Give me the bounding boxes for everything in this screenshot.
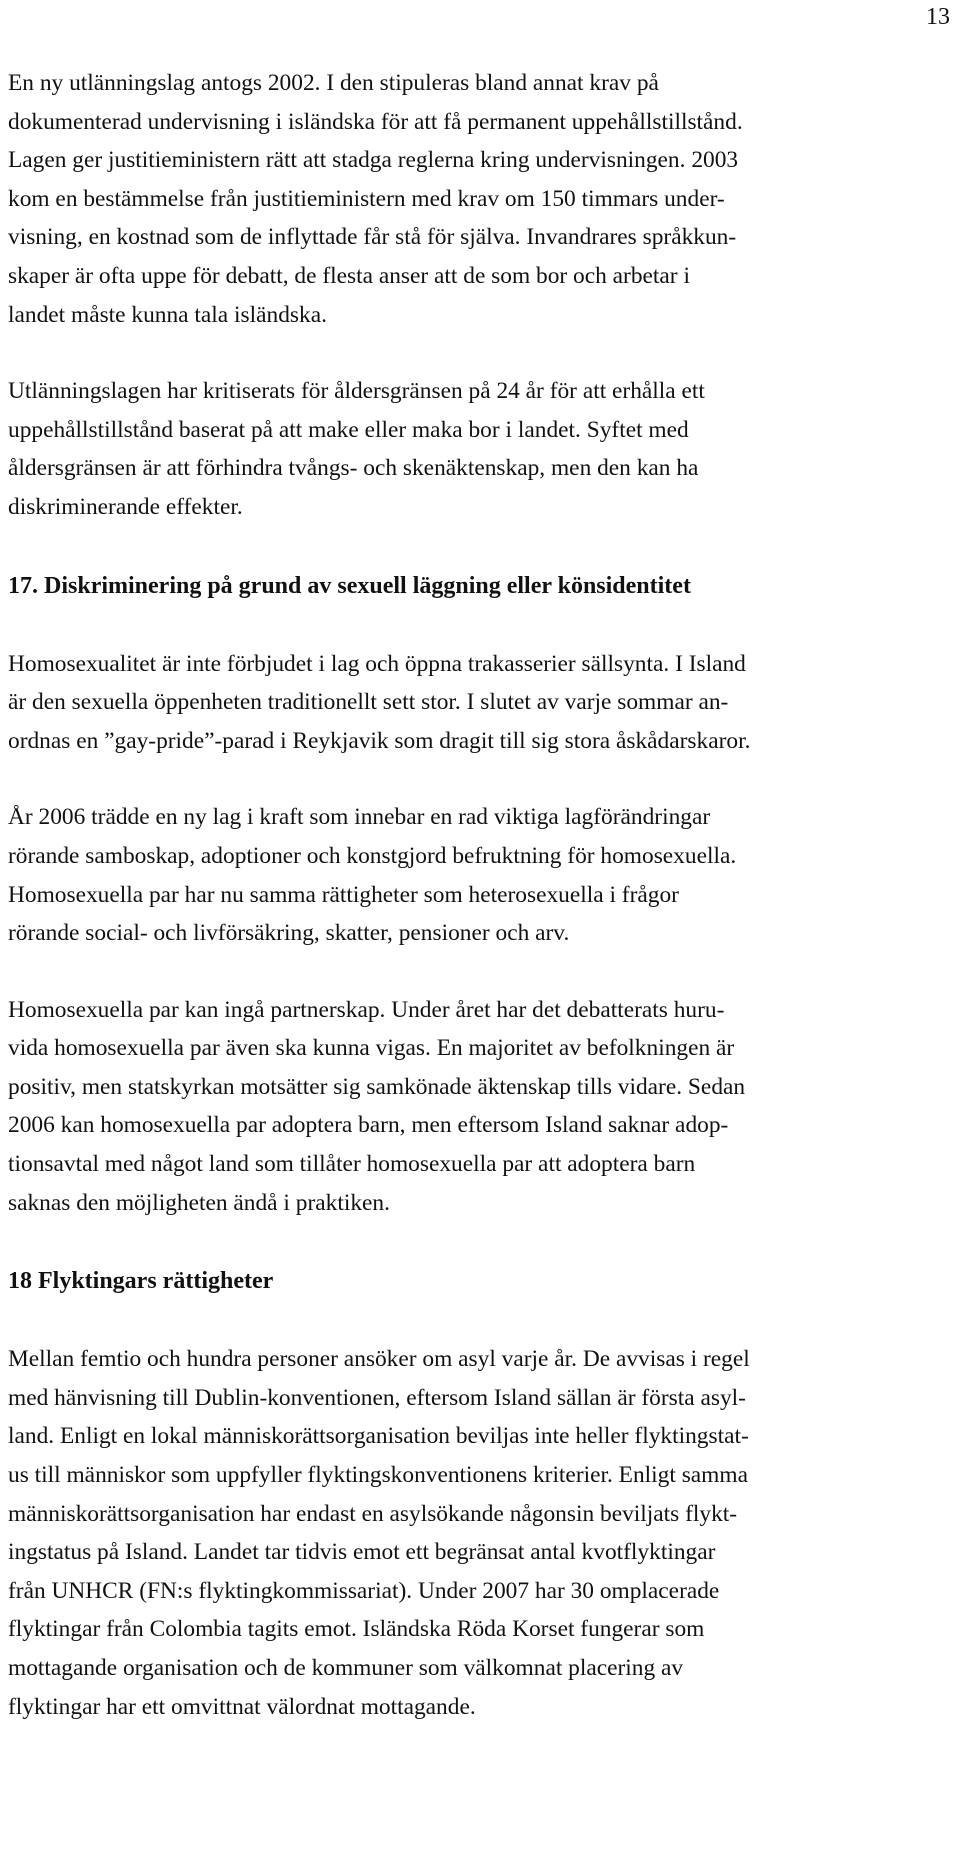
paragraph-2006-law [8,798,922,952]
text-line: saknas den möjligheten ändå i praktiken. [8,1189,390,1216]
text-line: Mellan femtio och hundra personer ansöker om asyl varje år. De avvisas i regel [8,1346,750,1373]
text-line: åldersgränsen är att förhindra tvångs- och skenäktenskap, men den kan ha [8,455,699,482]
document-body [8,64,922,1726]
text-line: Lagen ger justitieministern rätt att stadga reglerna kring undervisningen. 2003 [8,147,739,174]
text-line: rörande samboskap, adoptioner och konstgjord befruktning för homosexuella. [8,842,737,869]
text-line: skaper är ofta uppe för debatt, de flesta anser att de som bor och arbetar i [8,262,690,289]
text-line: flyktingar har ett omvittnat välordnat mottagande. [8,1693,476,1720]
text-line: uppehållstillstånd baserat på att make eller maka bor i landet. Syftet med [8,416,689,443]
text-line: landet måste kunna tala isländska. [8,301,327,328]
text-line: 2006 kan homosexuella par adoptera barn, men eftersom Island saknar adop- [8,1112,729,1139]
paragraph-partnership [8,991,922,1223]
text-line: Homosexuella par kan ingå partnerskap. Under året har det debatterats huru- [8,996,725,1023]
heading-section-18: 18 Flyktingars rättigheter [8,1268,274,1295]
text-line: us till människor som uppfyller flyktingskonventionens kriterier. Enligt samma [8,1462,748,1489]
paragraph-language-law [8,64,922,334]
text-line: flyktingar från Colombia tagits emot. Isländska Röda Korset fungerar som [8,1616,705,1643]
heading-section-17: 17. Diskriminering på grund av sexuell läggning eller könsidentitet [8,572,691,599]
text-line: Utlänningslagen har kritiserats för åldersgränsen på 24 år för att erhålla ett [8,378,705,405]
text-line: ingstatus på Island. Landet tar tidvis emot ett begränsat antal kvotflyktingar [8,1539,716,1566]
text-line: mottagande organisation och de kommuner som välkomnat placering av [8,1655,684,1681]
text-line: ordnas en ”gay-pride”-parad i Reykjavik som dragit till sig stora åskådarskaror. [8,727,751,754]
page-number: 13 [926,4,950,30]
text-line: tionsavtal med något land som tillåter homosexuella par att adoptera barn [8,1151,696,1178]
text-line: land. Enligt en lokal människorättsorganisation beviljas inte heller flyktingstat- [8,1423,749,1450]
text-line: människorättsorganisation har endast en asylsökande någonsin beviljats flykt- [8,1500,738,1527]
text-line: År 2006 trädde en ny lag i kraft som innebar en rad viktiga lagförändringar [8,804,711,831]
text-line: rörande social- och livförsäkring, skatter, pensioner och arv. [8,920,570,947]
text-line: från UNHCR (FN:s flyktingkommissariat). Under 2007 har 30 omplacerade [8,1577,720,1604]
text-line: Homosexualitet är inte förbjudet i lag och öppna trakasserier sällsynta. I Island [8,650,746,677]
paragraph-age-limit [8,372,922,526]
text-line: visning, en kostnad som de inflyttade får stå för själva. Invandrares språkkun- [8,224,737,251]
text-line: diskriminerande effekter. [8,493,243,520]
text-line: positiv, men statskyrkan motsätter sig samkönade äktenskap tills vidare. Sedan [8,1073,746,1100]
text-line: En ny utlänningslag antogs 2002. I den stipuleras bland annat krav på [8,70,659,96]
text-line: vida homosexuella par även ska kunna vigas. En majoritet av befolkningen är [8,1035,735,1062]
text-line: med hänvisning till Dublin-konventionen, eftersom Island sällan är första asyl- [8,1384,746,1411]
text-line: kom en bestämmelse från justitieministern med krav om 150 timmars under- [8,185,725,212]
text-line: dokumenterad undervisning i isländska för att få permanent uppehållstillstånd. [8,108,743,135]
paragraph-refugees [8,1340,922,1726]
text-line: Homosexuella par har nu samma rättigheter som heterosexuella i frågor [8,881,679,908]
paragraph-homosexuality [8,645,922,761]
text-line: är den sexuella öppenheten traditionellt sett stor. I slutet av varje sommar an- [8,689,729,716]
